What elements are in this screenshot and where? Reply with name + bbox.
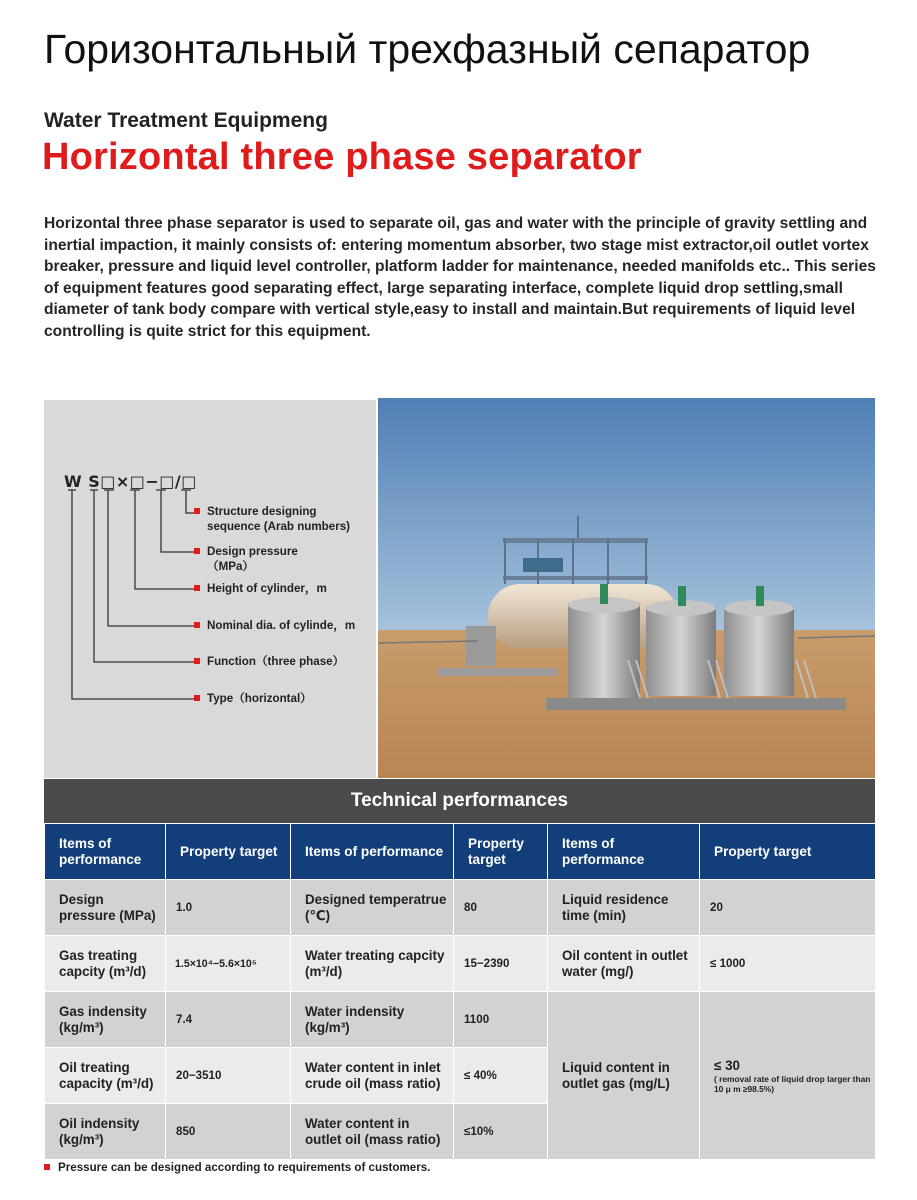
- table-cell-value: 80: [454, 880, 548, 936]
- separator-illustration: [378, 398, 875, 778]
- table-cell-item: Gas indensity (kg/m³): [45, 992, 166, 1048]
- table-cell-value: 1100: [454, 992, 548, 1048]
- legend-label: Type（horizontal）: [207, 692, 312, 705]
- legend-label: Nominal dia. of cylinde，m: [207, 619, 356, 632]
- bullet-icon: [194, 585, 200, 591]
- table-row: [45, 880, 876, 936]
- table-cell-value: ≤ 40%: [454, 1048, 548, 1104]
- table-cell-item: Oil treating capacity (m³/d): [45, 1048, 166, 1104]
- table-cell-value: 850: [166, 1104, 291, 1160]
- table-cell-item: Oil indensity (kg/m³): [45, 1104, 166, 1160]
- legend-item-function: [194, 655, 344, 670]
- description-paragraph: Horizontal three phase separator is used to separate oil, gas and water with the principle of gravity settling and inertial impaction, it mainly consists of: entering momentum absorber, two stage mist extractor,oil outlet vortex breaker, pressure and liquid level controller, platform ladder for maintenance, needed manifolds etc.. This series of equipment features good separating effect, large separating interface, complete liquid drop settling,small diameter of tank body compare with vertical style,easy to install and maintain.But requirements of liquid level controlling is quite strict for this equipment.: [44, 215, 876, 340]
- table-cell-value: ≤ 1000: [700, 936, 876, 992]
- bullet-icon: [194, 695, 200, 701]
- merged-value-note: ( removal rate of liquid drop larger than 10 μ m ≥98.5%): [714, 1073, 871, 1094]
- table-cell-value: 1.0: [166, 880, 291, 936]
- table-cell-value: 7.4: [166, 992, 291, 1048]
- bullet-icon: [194, 622, 200, 628]
- legend-label-cont: （MPa）: [207, 559, 255, 573]
- legend-label: Height of cylinder，m: [207, 582, 327, 595]
- table-cell-value: 15−2390: [454, 936, 548, 992]
- legend-label-cont: sequence (Arab numbers): [207, 519, 351, 533]
- bullet-icon: [194, 548, 200, 554]
- column-header-items: Items of performance: [548, 824, 700, 880]
- table-cell-value: ≤10%: [454, 1104, 548, 1160]
- table-cell-value: 20: [700, 880, 876, 936]
- table-cell-item: Design pressure (MPa): [45, 880, 166, 936]
- table-cell-item: Oil content in outlet water (mg/): [548, 936, 700, 992]
- equipment-photo: [378, 398, 875, 778]
- table-cell-item: Water treating capcity (m³/d): [291, 936, 454, 992]
- table-header-row: [45, 824, 876, 880]
- legend-item-nominal-dia: [194, 619, 355, 634]
- table-cell-merged-item: Liquid content in outlet gas (mg/L): [548, 992, 700, 1160]
- table-row: [45, 936, 876, 992]
- table-row: [45, 992, 876, 1048]
- column-header-target: Property target: [454, 824, 548, 880]
- technical-performances-title: Technical performances: [44, 779, 875, 823]
- column-header-target: Property target: [166, 824, 291, 880]
- column-header-target: Property target: [700, 824, 876, 880]
- table-cell-merged-value: [700, 992, 876, 1160]
- table-cell-item: Water content in outlet oil (mass ratio): [291, 1104, 454, 1160]
- table-cell-item: Water indensity (kg/m³): [291, 992, 454, 1048]
- table-cell-item: Liquid residence time (min): [548, 880, 700, 936]
- bullet-icon: [194, 658, 200, 664]
- merged-value: ≤ 30: [714, 1057, 740, 1073]
- column-header-items: Items of performance: [45, 824, 166, 880]
- legend-label: Function（three phase）: [207, 655, 345, 668]
- table-cell-value: 20−3510: [166, 1048, 291, 1104]
- technical-performances-table: [44, 823, 876, 1160]
- table-cell-item: Designed temperatrue (℃): [291, 880, 454, 936]
- table-cell-value: 1.5×10⁴−5.6×10⁵: [166, 936, 291, 992]
- legend-label: Structure designing: [207, 505, 317, 518]
- footnote: [44, 1161, 430, 1174]
- legend-item-structure-sequence: [194, 505, 350, 534]
- model-code: W S□×□−□/□: [64, 472, 197, 491]
- bullet-icon: [194, 508, 200, 514]
- column-header-items: Items of performance: [291, 824, 454, 880]
- legend-item-height: [194, 582, 327, 597]
- product-title: Horizontal three phase separator: [42, 136, 642, 178]
- legend-item-type: [194, 692, 312, 707]
- table-cell-item: Water content in inlet crude oil (mass ratio): [291, 1048, 454, 1104]
- model-code-legend-panel: [44, 400, 376, 778]
- slide-title: Горизонтальный трехфазный сепаратор: [44, 26, 811, 72]
- footnote-text: Pressure can be designed according to requirements of customers.: [58, 1161, 431, 1174]
- legend-item-design-pressure: [194, 545, 298, 574]
- legend-label: Design pressure: [207, 545, 298, 558]
- bullet-icon: [44, 1164, 50, 1170]
- brand-line: Water Treatment Equipmeng: [44, 109, 328, 132]
- table-cell-item: Gas treating capcity (m³/d): [45, 936, 166, 992]
